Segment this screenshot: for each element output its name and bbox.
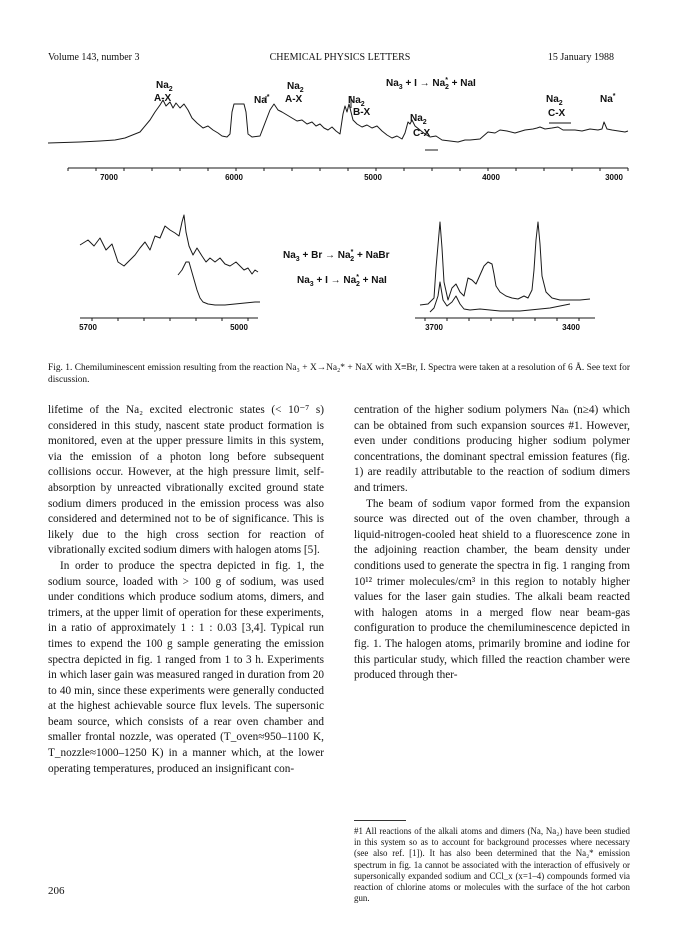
- body-column-left: [48, 403, 324, 777]
- label-na2-ax-mid-transition: A-X: [285, 94, 303, 105]
- body-paragraph: centration of the higher sodium polymers Naₙ (n≥4) which can be obtained from such expansion sources #1. However, even under conditions producing higher sodium polymer concentrations, the dominant spectral emission features (fig. 1) are readily attributable to the reaction of sodium dimers and trimers.: [354, 404, 630, 494]
- label-reaction-i: $Na_3 + I \to Na^*$ 2 + NaI: [297, 274, 387, 288]
- label-na2-ax-left: $Na_2$: [156, 80, 173, 93]
- bottom-right-tick-3700: 3700: [425, 323, 443, 332]
- label-na2-cx-mid: $Na_2$: [410, 113, 427, 126]
- top-tick-6000: 6000: [225, 173, 243, 182]
- footnote: #1 All reactions of the alkali atoms and dimers (Na, Na₂) have been studied in this system so as to account for background processes where necessary (see also ref. [1]). It has also been determined that the Na₂* emission spectrum in fig. 1a cannot be associated with the interaction of effusively or supersonically expanded sodium and CCl_x (x=1–4) compounds formed via reaction of chlorine atoms or molecules with the surface of the hot carbon gun.: [354, 826, 630, 904]
- label-na2-cx-mid-transition: C-X: [413, 128, 431, 139]
- bottom-right-spectrum-trace: [420, 222, 590, 305]
- running-header-journal: CHEMICAL PHYSICS LETTERS: [269, 52, 411, 63]
- top-tick-7000: 7000: [100, 173, 118, 182]
- bottom-right-spectrum-trace-lower: [430, 282, 570, 312]
- label-reaction-br: $Na_3 + Br \to Na^*$ 2 + NaBr: [283, 249, 390, 263]
- top-tick-3000: 3000: [605, 173, 623, 182]
- label-na-star-left: Na*: [254, 94, 270, 106]
- label-na2-ax-mid: $Na_2$: [287, 81, 304, 94]
- bottom-left-tick-5700: 5700: [79, 323, 97, 332]
- label-na2-cx-right: $Na_2$: [546, 94, 563, 107]
- top-tick-5000: 5000: [364, 173, 382, 182]
- page-number: 206: [48, 885, 65, 897]
- top-spectrum-trace: [48, 100, 628, 143]
- label-na2-bx: $Na_2$: [348, 95, 365, 108]
- figure-caption: Fig. 1. Chemiluminescent emission resulting from the reaction Na₃ + X→Na₂* + NaX with X≡Br, I. Spectra were taken at a resolution of 6 Å. See text for discussion.: [48, 363, 630, 385]
- bottom-left-spectrum-trace: [80, 215, 258, 274]
- running-header-volume: Volume 143, number 3: [48, 52, 140, 63]
- body-paragraph: The beam of sodium vapor formed from the expansion source was directed out of the oven chamber, through a liquid-nitrogen-cooled heat shield to a fluorescence zone in the adjoining reaction chamber, the beam density under conditions used to generate the spectra in fig. 1 ranging from 10¹² trimer molecules/cm³ in this region to notably higher values for the laser gain studies. The alkali beam reacted with halogen atoms in a merged flow near beam-gas configuration to produce the chemiluminescence depicted in fig. 1. The halogen atoms, primarily bromine and iodine for this particular study, which filled the reaction chamber were produced through ther-: [354, 497, 630, 682]
- body-paragraph: lifetime of the Na₂ excited electronic states (< 10⁻⁷ s) considered in this study, nascent state product formation is monitored, even at the upper pressure limits in this system, via the emission of a photon long before subsequent collisions occur. However, at the high pressure limit, self-absorption by unreacted vibrationally excited ground state sodium dimers produced in the emission process was also considered and determined not to be of significance. This is likely due to the high cross section for reaction of vibrationally excited sodium dimers with halogen atoms [5].: [48, 404, 324, 557]
- label-na-star-right: Na*: [600, 93, 616, 105]
- label-na2-ax-left-transition: A-X: [154, 93, 172, 104]
- body-column-right: [354, 403, 630, 684]
- figure-1-spectra: [0, 0, 680, 360]
- body-paragraph: In order to produce the spectra depicted in fig. 1, the sodium source, loaded with > 100 g of sodium, was used under conditions which produce sodium atoms, dimers, and trimers, at the upper limit of operation for these experiments, in a ratio of approximately 1 : 1 : 0.03 [3,4]. Typical run times to expend the 100 g sample generating the emission spectra depicted in fig. 1 ranged from 1 to 3 h. Experiments in which laser gain was measured ranged in duration from 20 to 40 min, since these experiments were generally conducted at the highest achievable source flux levels. The supersonic beam source, which consists of a rear oven chamber and smaller frontal nozzle, was operated (T_oven≈950–1100 K, T_nozzle≈1000–1250 K) in a manner which, at the lower operating temperatures, produced an insignificant con-: [48, 559, 324, 775]
- running-header-date: 15 January 1988: [547, 52, 614, 63]
- bottom-right-tick-3400: 3400: [562, 323, 580, 332]
- footnote-rule: [354, 820, 406, 821]
- label-top-reaction: $Na_3 + I \to Na^*$ 2 + NaI: [386, 77, 476, 91]
- bottom-left-tick-5000: 5000: [230, 323, 248, 332]
- top-tick-4000: 4000: [482, 173, 500, 182]
- label-na2-cx-right-transition: C-X: [548, 108, 566, 119]
- label-na2-bx-transition: B-X: [353, 107, 371, 118]
